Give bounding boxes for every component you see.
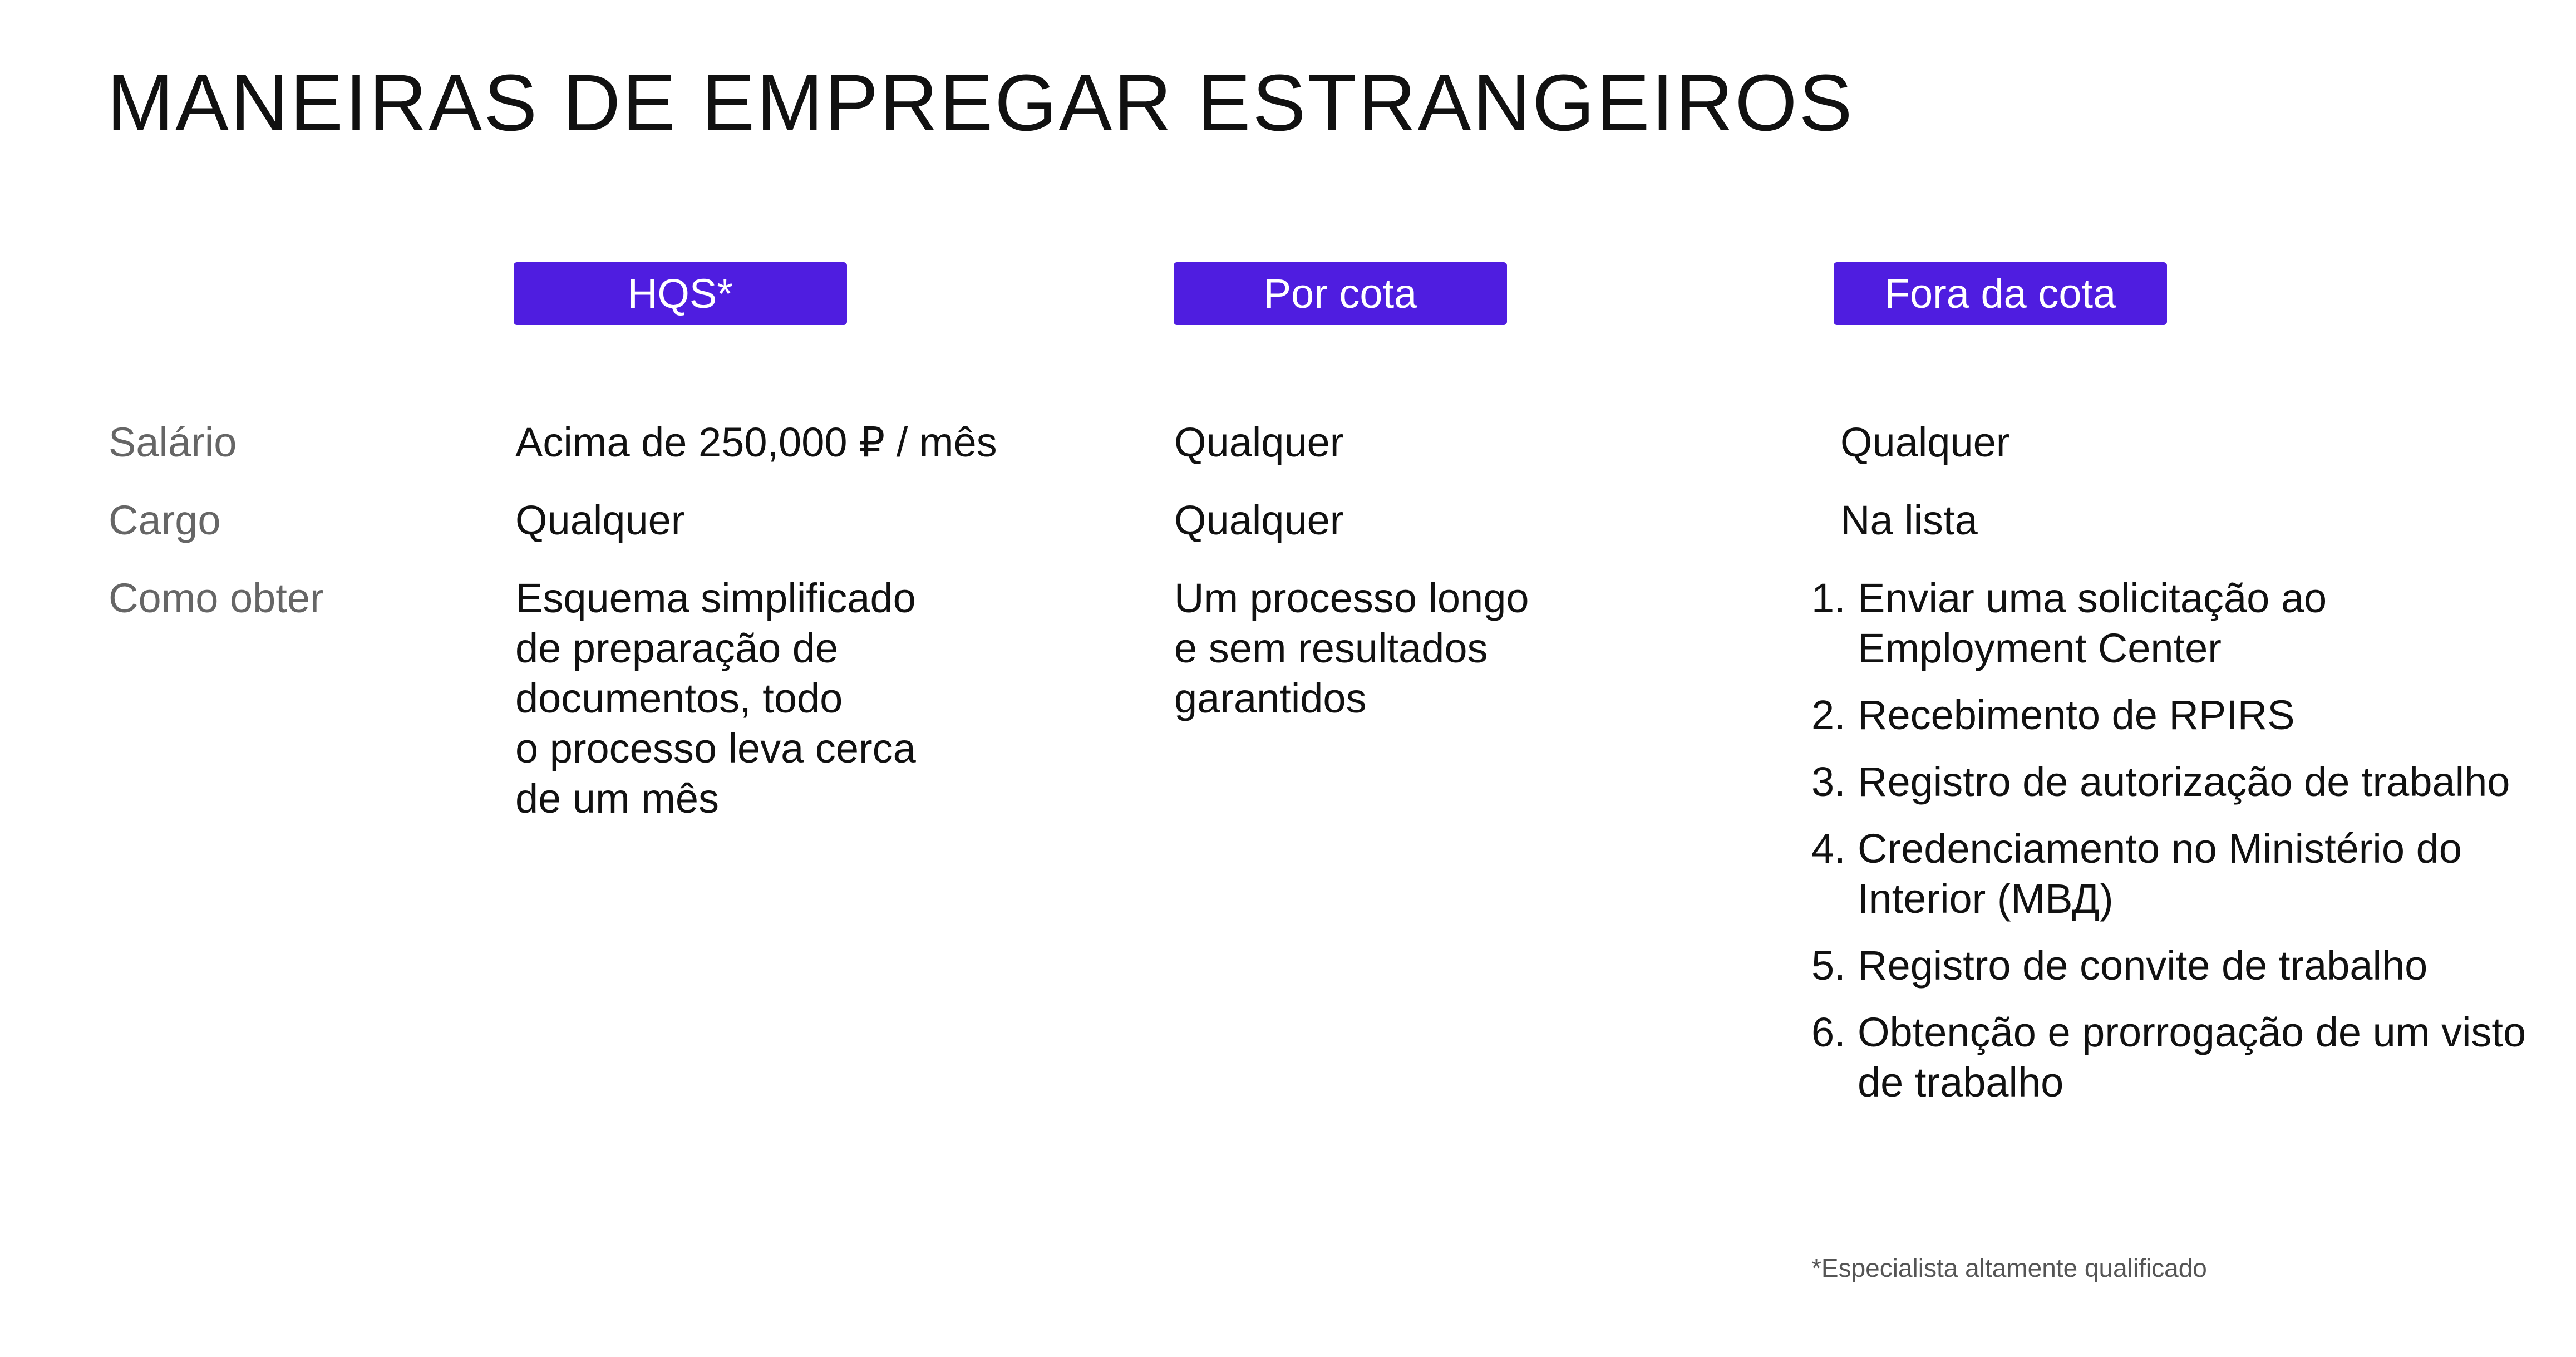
column-header-fora-da-cota: Fora da cota	[1834, 262, 2167, 325]
step-text: Recebimento de RPIRS	[1858, 692, 2295, 738]
como-obter-por-cota: Um processo longo e sem resultados garantidos	[1174, 575, 1529, 721]
step-text: Registro de autorização de trabalho	[1858, 759, 2510, 805]
list-item	[1811, 573, 2552, 673]
step-text: Registro de convite de trabalho	[1858, 942, 2428, 989]
list-item	[1811, 690, 2552, 740]
step-number: 2.	[1811, 692, 1846, 738]
step-number: 4.	[1811, 825, 1846, 872]
list-item	[1811, 941, 2552, 991]
salario-fora-da-cota: Qualquer	[1840, 419, 2010, 465]
salario-por-cota: Qualquer	[1174, 419, 1344, 465]
row-label-como-obter: Como obter	[109, 575, 324, 621]
cargo-por-cota: Qualquer	[1174, 497, 1344, 543]
cargo-hqs: Qualquer	[515, 497, 685, 543]
como-obter-hqs: Esquema simplificado de preparação de documentos, todo o processo leva cerca de um mês	[515, 575, 916, 822]
como-obter-fora-da-cota-steps	[1811, 573, 2552, 1124]
column-header-por-cota: Por cota	[1174, 262, 1507, 325]
step-number: 3.	[1811, 759, 1846, 805]
step-text: Enviar uma solicitação ao Employment Center	[1858, 575, 2327, 671]
salario-hqs: Acima de 250,000 ₽ / mês	[515, 419, 997, 465]
step-text: Obtenção e prorrogação de um visto de trabalho	[1858, 1009, 2526, 1105]
list-item	[1811, 824, 2552, 924]
step-number: 5.	[1811, 942, 1846, 989]
step-number: 6.	[1811, 1009, 1846, 1055]
page-title: MANEIRAS DE EMPREGAR ESTRANGEIROS	[107, 58, 1854, 148]
row-label-salario: Salário	[109, 419, 237, 465]
column-header-hqs: HQS*	[514, 262, 847, 325]
footnote: *Especialista altamente qualificado	[1811, 1253, 2207, 1282]
list-item	[1811, 757, 2552, 807]
list-item	[1811, 1007, 2552, 1108]
cargo-fora-da-cota: Na lista	[1840, 497, 1978, 543]
step-text: Credenciamento no Ministério do Interior (МВД)	[1858, 825, 2462, 922]
step-number: 1.	[1811, 575, 1846, 621]
row-label-cargo: Cargo	[109, 497, 221, 543]
